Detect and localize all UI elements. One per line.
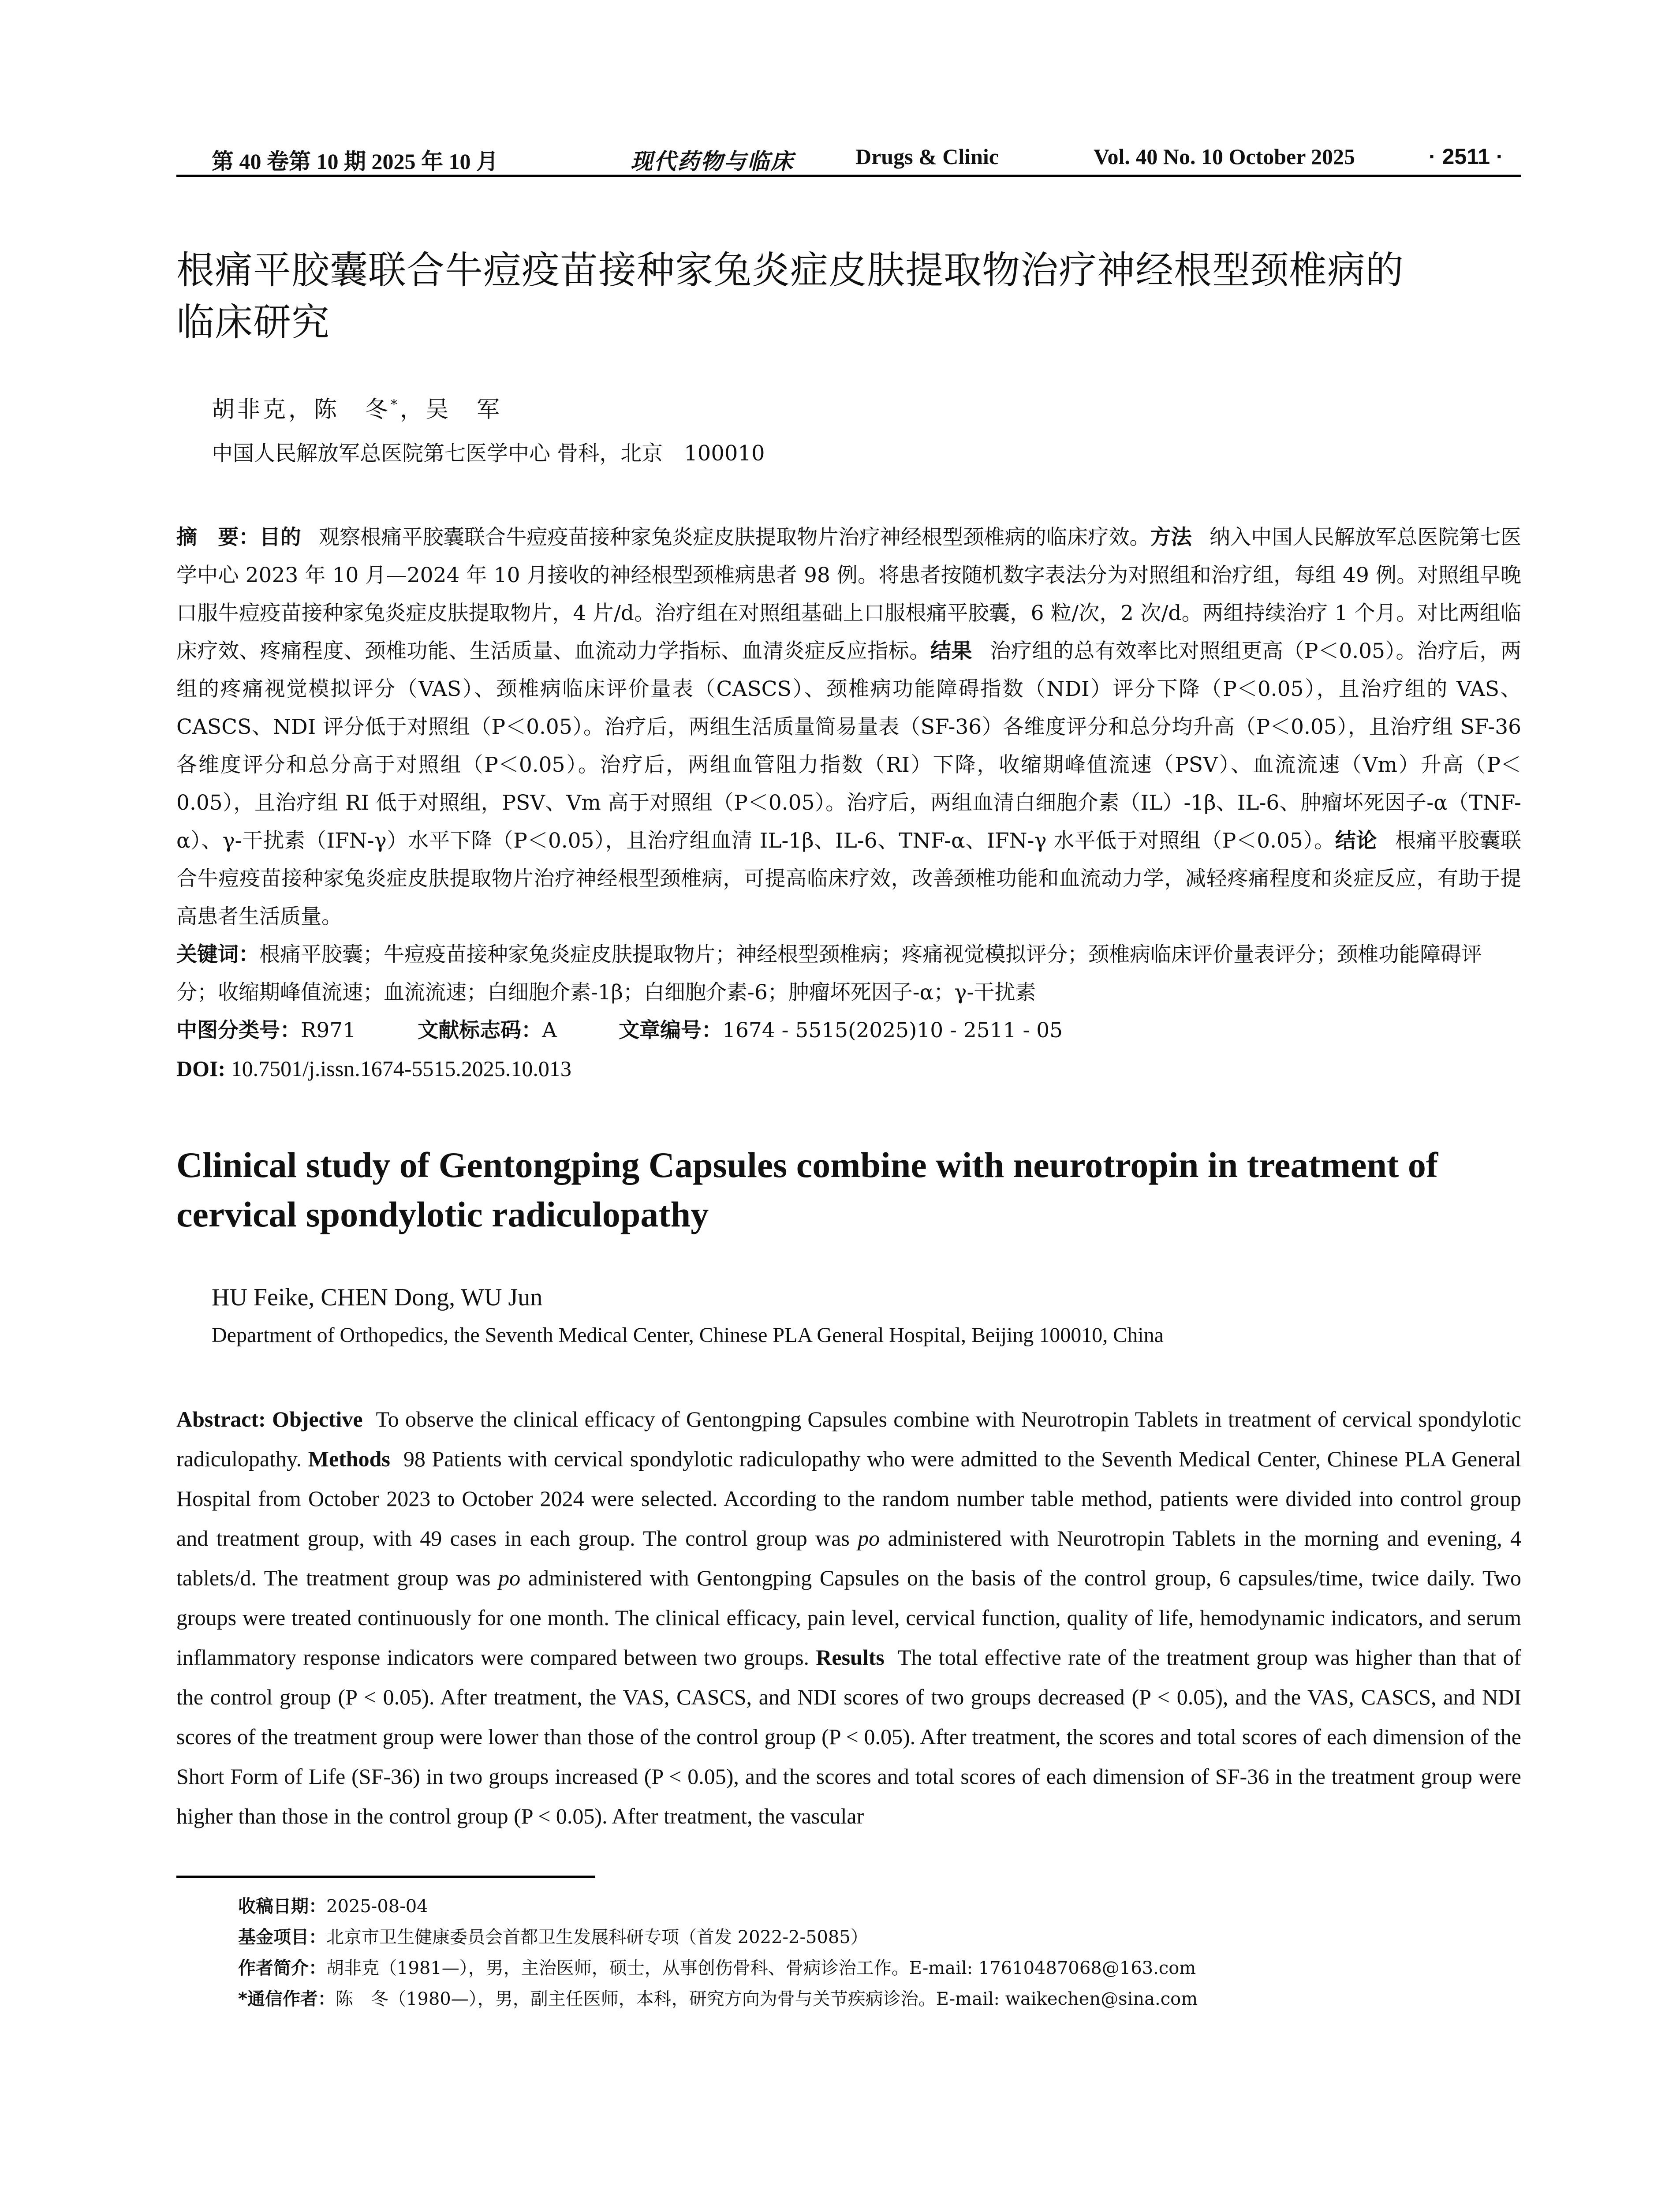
objective-text: 观察根痛平胶囊联合牛痘疫苗接种家兔炎症皮肤提取物片治疗神经根型颈椎病的临床疗效。 <box>318 525 1150 549</box>
doi-line <box>176 1050 1521 1088</box>
authors-cn <box>212 391 1521 424</box>
received-value: 2025-08-04 <box>326 1896 428 1917</box>
objective-en-label: Objective <box>272 1407 363 1431</box>
issue-info: 第 40 卷第 10 期 2025 年 10 月 <box>212 149 498 174</box>
author-3: ，吴 军 <box>400 396 503 423</box>
corresponding-author <box>238 1984 1521 2014</box>
corresponding-value: 陈 冬（1980—），男，副主任医师，本科，研究方向为骨与关节疾病诊治。E-mail: waikechen@sina.com <box>335 1989 1198 2009</box>
objective-en-text: To observe the clinical efficacy of Gentongping Capsules combine with Neurotropin Tablets in treatment of cervical spondylotic radiculopathy. <box>176 1407 1521 1471</box>
results-text: 治疗组的总有效率比对照组更高（P＜0.05）。治疗后，两组的疼痛视觉模拟评分（VAS）、颈椎病临床评价量表（CASCS）、颈椎病功能障碍指数（NDI）评分下降（P＜0.05），且治疗组的 VAS、CASCS、NDI 评分低于对照组（P＜0.05）。治疗后，两组生活质量简易量表（SF-36）各维度评分和总分均升高（P＜0.05），且治疗组 SF-36 各维度评分和总分高于对照组（P＜0.05）。治疗后，两组血管阻力指数（RI）下降，收缩期峰值流速（PSV）、血流流速（Vm）升高（P＜0.05），且治疗组 RI 低于对照组，PSV、Vm 高于对照组（P＜0.05）。治疗后，两组血清白细胞介素（IL）-1β、IL-6、肿瘤坏死因子-α（TNF-α）、γ-干扰素（IFN-γ）水平下降（P＜0.05），且治疗组血清 IL-1β、IL-6、TNF-α、IFN-γ 水平低于对照组（P＜0.05）。 <box>176 639 1522 853</box>
title-cn <box>176 244 1521 348</box>
objective-label: 目的 <box>259 525 301 549</box>
methods-text: 纳入中国人民解放军总医院第七医学中心 2023 年 10 月—2024 年 10 月接收的神经根型颈椎病患者 98 例。将患者按随机数字表法分为对照组和治疗组，每组 49 例。对照组早晚口服牛痘疫苗接种家兔炎症皮肤提取物片，4 片/d。治疗组在对照组基础上口服根痛平胶囊，6 粒/次，2 次/d。两组持续治疗 1 个月。对比两组临床疗效、疼痛程度、颈椎功能、生活质量、血流动力学指标、血清炎症反应指标。 <box>176 525 1521 663</box>
clc-value: R971 <box>301 1018 356 1043</box>
journal-name-en: Drugs & Clinic <box>855 144 999 169</box>
corresponding-mark: * <box>391 397 400 413</box>
author-1: 胡非克， <box>212 396 314 423</box>
corresponding-label: *通信作者： <box>238 1989 336 2009</box>
fund-label: 基金项目： <box>238 1927 326 1947</box>
results-en-label: Results <box>816 1645 885 1670</box>
abstract-label: 摘 要： <box>176 525 260 549</box>
author-bio-label: 作者简介： <box>238 1958 326 1978</box>
article-no-label: 文章编号： <box>619 1018 723 1043</box>
keywords-label: 关键词： <box>176 942 259 967</box>
volume-info: Vol. 40 No. 10 October 2025 <box>1094 144 1355 169</box>
methods-label: 方法 <box>1150 525 1192 549</box>
received-date <box>238 1891 1521 1922</box>
doc-code-label: 文献标志码： <box>418 1018 542 1043</box>
po-term: po <box>858 1526 880 1551</box>
methods-en-label: Methods <box>308 1446 390 1471</box>
title-cn-line2: 临床研究 <box>176 300 330 344</box>
results-en-text: The total effective rate of the treatment group was higher than that of the control group (P < 0.05). After treatment, the VAS, CASCS, and NDI scores of two groups decreased (P < 0.05), and the VAS, CASCS, and NDI scores of the treatment group were lower than those of the control group (P < 0.05). After treatment, the scores and total scores of each dimension of the Short Form of Life (SF-36) in two groups increased (P < 0.05), and the scores and total scores of each dimension of SF-36 in the treatment group were higher than those in the control group (P < 0.05). After treatment, the vascular <box>176 1645 1522 1828</box>
methods-en-text-3: administered with Gentongping Capsules on the basis of the control group, 6 capsules/time, twice daily. Two groups were treated continuously for one month. The clinical efficacy, pain level, cervical function, quality of life, hemodynamic indicators, and serum inflammatory response indicators were compared between two groups. <box>176 1566 1522 1670</box>
affiliation-en: Department of Orthopedics, the Seventh Medical Center, Chinese PLA General Hospital, Beijing 100010, China <box>212 1323 1164 1347</box>
fund-value: 北京市卫生健康委员会首都卫生发展科研专项（首发 2022-2-5085） <box>326 1927 868 1947</box>
abstract-en <box>176 1399 1521 1836</box>
title-en: Clinical study of Gentongping Capsules combine with neurotropin in treatment of cervical spondylotic radiculopathy <box>176 1145 1438 1234</box>
affiliation-cn: 中国人民解放军总医院第七医学中心 骨科，北京 100010 <box>212 441 765 466</box>
running-header <box>176 132 1521 178</box>
header-rule <box>176 175 1521 177</box>
authors-en: HU Feike, CHEN Dong, WU Jun <box>212 1284 543 1311</box>
doc-code-value: A <box>542 1018 557 1043</box>
fund-project <box>238 1922 1521 1953</box>
abstract-en-label: Abstract: <box>176 1407 266 1431</box>
page-number: · 2511 · <box>1429 144 1504 169</box>
methods-en-text-1: 98 Patients with cervical spondylotic radiculopathy who were admitted to the Seventh Medical Center, Chinese PLA General Hospital from October 2023 to October 2024 were selected. According to the random number table method, patients were divided into control group and treatment group, with 49 cases in each group. The control group was <box>176 1446 1522 1551</box>
author-2: 陈 冬 <box>314 396 391 423</box>
footnotes <box>238 1891 1521 2014</box>
results-label: 结果 <box>930 639 972 663</box>
doi-link[interactable]: 10.7501/j.issn.1674-5515.2025.10.013 <box>231 1056 571 1081</box>
author-bio-value: 胡非克（1981—），男，主治医师，硕士，从事创伤骨科、骨病诊治工作。E-mail: 17610487068@163.com <box>326 1958 1196 1978</box>
conclusion-label: 结论 <box>1335 829 1378 853</box>
journal-name-cn: 现代药物与临床 <box>631 149 794 174</box>
classification-line <box>176 1012 1521 1050</box>
abstract-cn <box>176 519 1521 936</box>
doi-label: DOI: <box>176 1056 226 1081</box>
article-no-value: 1674 - 5515(2025)10 - 2511 - 05 <box>722 1018 1063 1043</box>
title-cn-line1: 根痛平胶囊联合牛痘疫苗接种家兔炎症皮肤提取物治疗神经根型颈椎病的 <box>176 248 1404 292</box>
received-label: 收稿日期： <box>238 1896 326 1917</box>
author-bio <box>238 1953 1521 1984</box>
methods-en-text-2: administered with Neurotropin Tablets in the morning and evening, 4 tablets/d. The treatment group was <box>176 1526 1522 1590</box>
keywords-cn <box>176 936 1521 1012</box>
footnote-rule <box>176 1876 595 1878</box>
conclusion-text: 根痛平胶囊联合牛痘疫苗接种家兔炎症皮肤提取物片治疗神经根型颈椎病，可提高临床疗效，改善颈椎功能和血流动力学，减轻疼痛程度和炎症反应，有助于提高患者生活质量。 <box>176 829 1522 929</box>
po-term: po <box>498 1566 521 1590</box>
keywords-text: 根痛平胶囊；牛痘疫苗接种家兔炎症皮肤提取物片；神经根型颈椎病；疼痛视觉模拟评分；颈椎病临床评价量表评分；颈椎功能障碍评分；收缩期峰值流速；血流流速；白细胞介素-1β；白细胞介素-6；肿瘤坏死因子-α；γ-干扰素 <box>176 942 1482 1005</box>
clc-label: 中图分类号： <box>176 1018 301 1043</box>
article-page <box>176 132 1521 2014</box>
